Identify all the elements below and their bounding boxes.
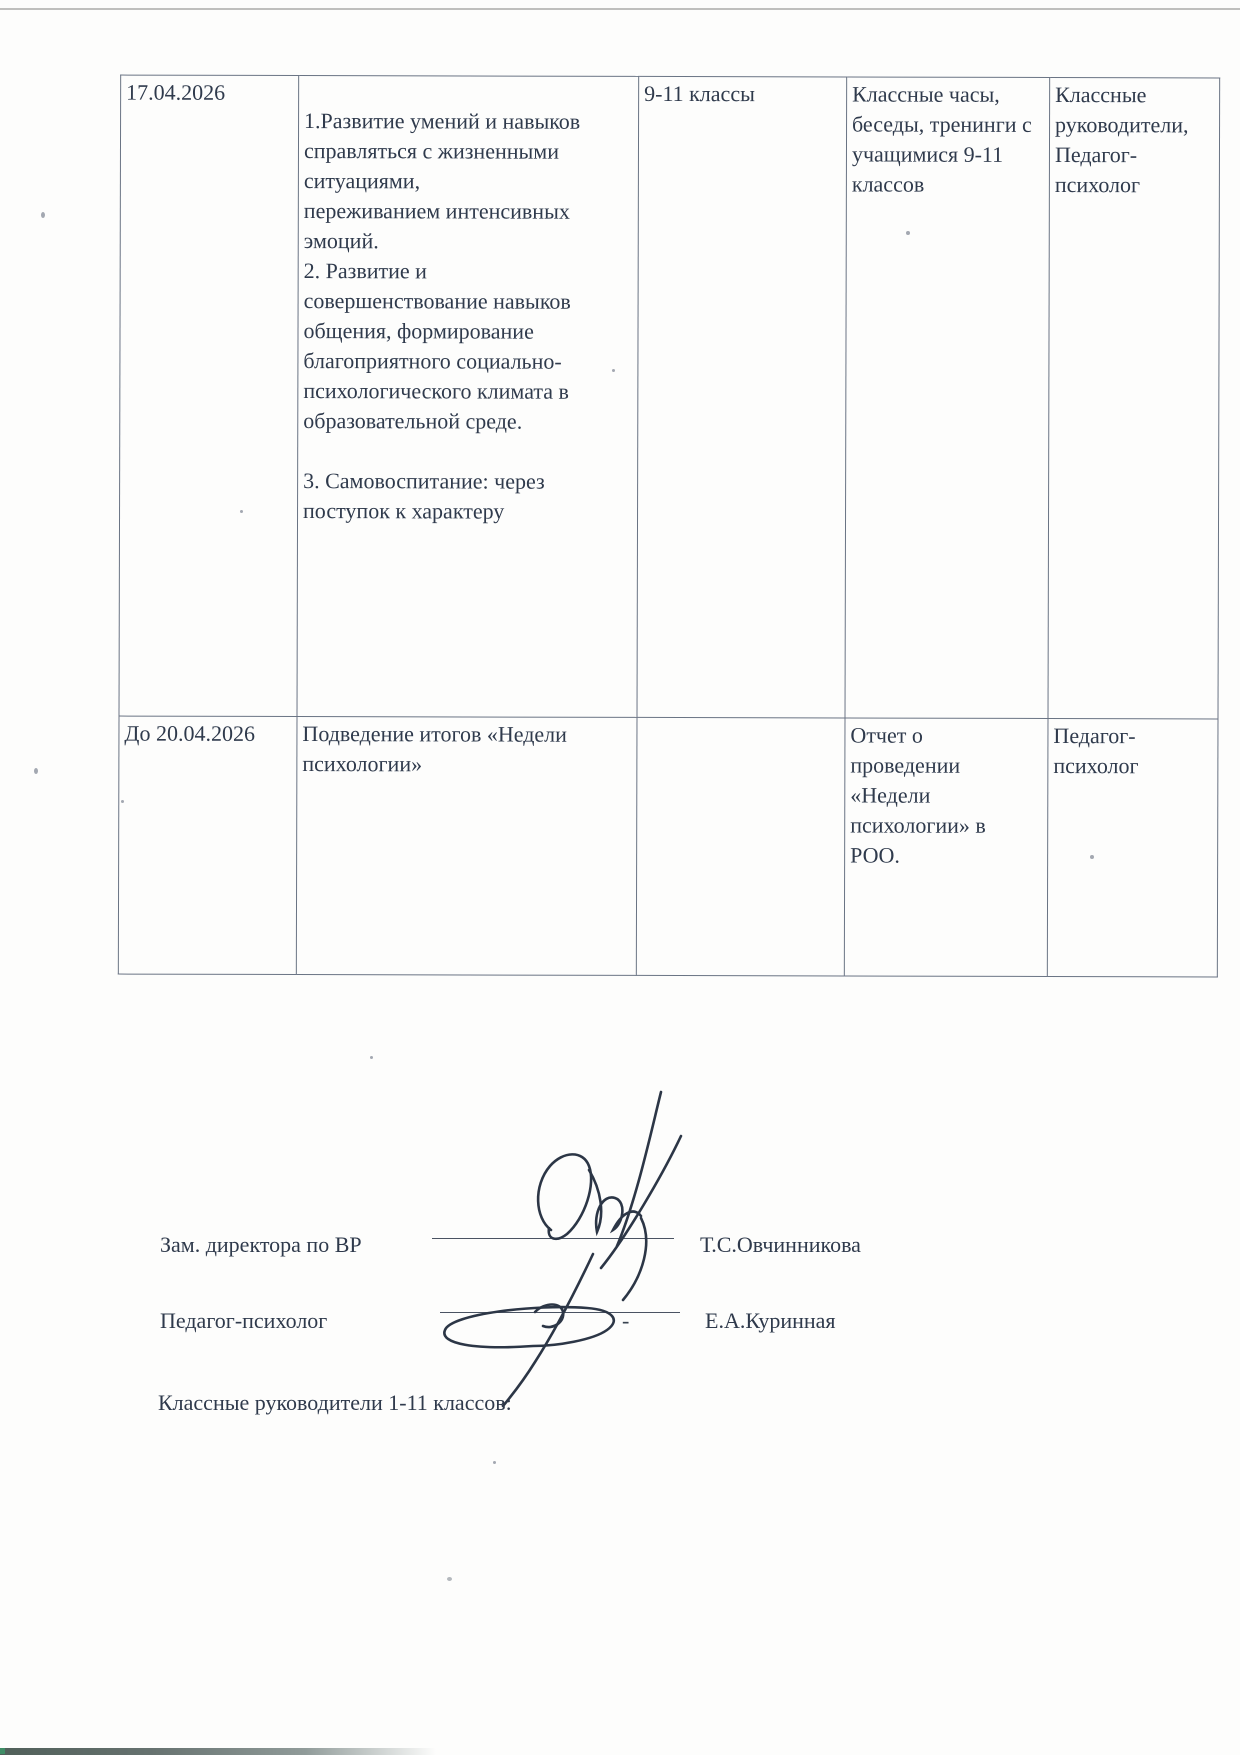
scan-speck xyxy=(41,212,45,218)
psychology-week-plan-table xyxy=(118,75,1220,978)
form-text: Классные часы, беседы, тренинги с учащимися 9-11 классов xyxy=(851,81,1032,197)
scan-speck xyxy=(906,231,910,235)
classes-cell xyxy=(636,717,845,976)
role-label: Зам. директора по ВР xyxy=(160,1232,362,1257)
signatory-name: Е.А.Куринная xyxy=(705,1308,836,1333)
classes-text xyxy=(642,720,840,721)
scan-speck xyxy=(240,510,243,513)
handwritten-signature xyxy=(415,1250,660,1410)
form-cell xyxy=(845,77,1050,719)
scan-edge-artifact-top xyxy=(0,8,1240,10)
classes-cell xyxy=(637,76,847,718)
scan-speck xyxy=(34,768,38,774)
scan-speck xyxy=(370,1056,373,1059)
scan-speck xyxy=(121,800,124,803)
content-text: Подведение итогов «Недели психологии» xyxy=(302,721,567,777)
signatory-name: Т.С.Овчинникова xyxy=(700,1232,861,1257)
scan-speck xyxy=(612,369,615,372)
content-cell xyxy=(297,76,639,718)
table-row xyxy=(118,716,1218,977)
responsible-cell xyxy=(1048,77,1220,718)
responsible-cell xyxy=(1047,718,1218,976)
table-row xyxy=(119,75,1220,719)
signature-dash: - xyxy=(622,1308,630,1333)
date-text: До 20.04.2026 xyxy=(124,720,256,746)
date-text: 17.04.2026 xyxy=(126,79,226,105)
footer-text: Классные руководители 1-11 классов: xyxy=(158,1390,512,1415)
content-cell xyxy=(296,717,637,976)
form-text: Отчет о проведении «Недели психологии» в РОО. xyxy=(850,722,986,868)
date-cell xyxy=(119,75,299,716)
classes-text: 9-11 классы xyxy=(644,80,755,107)
scan-speck xyxy=(447,1577,452,1581)
content-text: 1.Развитие умений и навыков справляться с жизненными ситуациями, переживанием интенсивных эмоций. 2. Развитие и совершенствование навыков общения, формирование благоприятного социально- психологического климата в образовательной среде. 3. Самовоспитание: через поступок к характеру xyxy=(303,108,581,524)
form-cell xyxy=(844,718,1048,977)
scan-edge-pixel xyxy=(0,1748,5,1754)
scan-speck xyxy=(493,1461,496,1464)
scan-edge-artifact-bottom xyxy=(0,1748,436,1755)
date-cell xyxy=(118,716,297,974)
scan-speck xyxy=(1090,855,1094,859)
role-label: Педагог-психолог xyxy=(160,1308,328,1333)
responsible-text: Педагог- психолог xyxy=(1053,723,1139,779)
responsible-text: Классные руководители, Педагог- психолог xyxy=(1054,82,1189,198)
